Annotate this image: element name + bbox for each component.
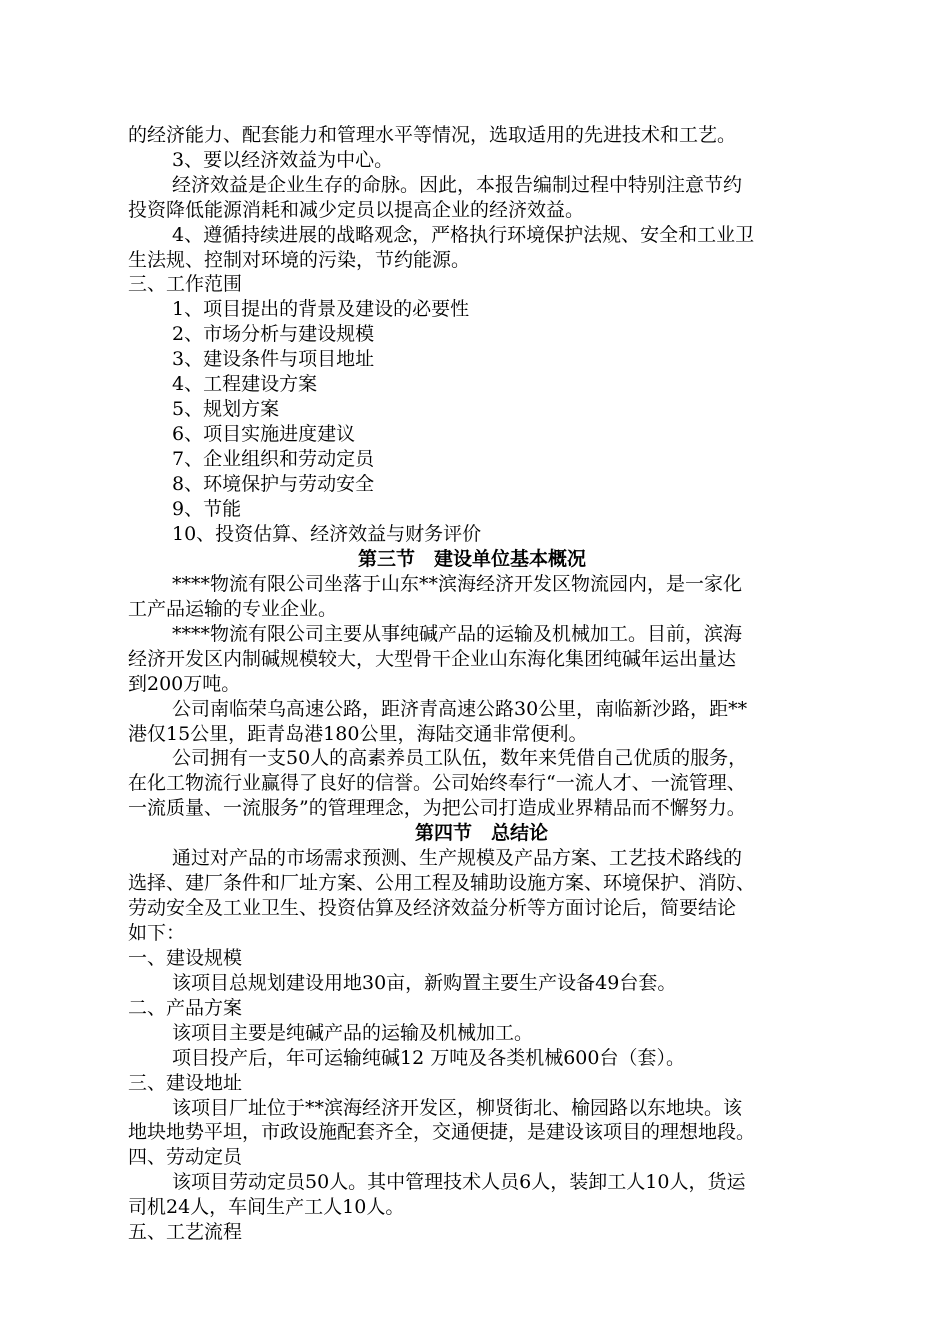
text-line: 公司南临荣乌高速公路，距济青高速公路30公里，南临新沙路，距** [172,698,748,720]
text-line: 劳动安全及工业卫生、投资估算及经济效益分析等方面讨论后，简要结论 [128,897,737,919]
text-line: 通过对产品的市场需求预测、生产规模及产品方案、工艺技术路线的 [172,847,743,869]
text-line: ****物流有限公司主要从事纯碱产品的运输及机械加工。目前，滨海 [172,623,743,645]
list-item: 1、项目提出的背景及建设的必要性 [172,298,470,320]
list-item: 5、规划方案 [172,398,280,420]
text-line: 在化工物流行业赢得了良好的信誉。公司始终奉行“一流人才、一流管理、 [128,772,746,794]
list-item: 7、企业组织和劳动定员 [172,448,375,470]
text-line: 该项目劳动定员50人。其中管理技术人员6人，装卸工人10人，货运 [172,1171,746,1193]
list-item: 6、项目实施进度建议 [172,423,356,445]
text-line: 项目投产后，年可运输纯碱12 万吨及各类机械600台（套）。 [172,1047,685,1069]
text-line: 经济效益是企业生存的命脉。因此，本报告编制过程中特别注意节约 [172,174,743,196]
text-line: 司机24人，车间生产工人10人。 [128,1196,405,1218]
text-line: 的经济能力、配套能力和管理水平等情况，选取适用的先进技术和工艺。 [128,124,737,146]
text-line: 公司拥有一支50人的高素养员工队伍，数年来凭借自己优质的服务， [172,747,748,769]
text-line: 4、遵循持续进展的战略观念，严格执行环境保护法规、安全和工业卫 [172,224,755,246]
list-item: 10、投资估算、经济效益与财务评价 [172,523,482,545]
section-heading: 三、工作范围 [128,273,243,295]
text-line: 一流质量、一流服务”的管理理念，为把公司打造成业界精品而不懈努力。 [128,797,746,819]
list-item: 2、市场分析与建设规模 [172,323,375,345]
subsection-heading: 四、劳动定员 [128,1146,243,1168]
text-line: 港仅15公里，距青岛港180公里，海陆交通非常便利。 [128,723,588,745]
section-title: 第三节 建设单位基本概况 [358,548,587,570]
text-line: 到200万吨。 [128,673,241,695]
text-line: 该项目厂址位于**滨海经济开发区，柳贤街北、榆园路以东地块。该 [172,1097,743,1119]
text-line: 生法规、控制对环境的污染，节约能源。 [128,249,471,271]
subsection-heading: 三、建设地址 [128,1072,243,1094]
list-item: 3、建设条件与项目地址 [172,348,375,370]
text-line: 地块地势平坦，市政设施配套齐全，交通便捷，是建设该项目的理想地段。 [128,1121,756,1143]
text-line: 如下： [128,922,186,944]
text-line: 该项目总规划建设用地30亩，新购置主要生产设备49台套。 [172,972,677,994]
subsection-heading: 一、建设规模 [128,947,243,969]
subsection-heading: 二、产品方案 [128,997,243,1019]
text-line: 该项目主要是纯碱产品的运输及机械加工。 [172,1022,534,1044]
text-line: 投资降低能源消耗和减少定员以提高企业的经济效益。 [128,199,585,221]
list-item: 4、工程建设方案 [172,373,318,395]
text-line: 3、要以经济效益为中心。 [172,149,394,171]
section-title: 第四节 总结论 [415,822,549,844]
subsection-heading: 五、工艺流程 [128,1221,243,1243]
text-line: 选择、建厂条件和厂址方案、公用工程及辅助设施方案、环境保护、消防、 [128,872,756,894]
text-line: ****物流有限公司坐落于山东**滨海经济开发区物流园内，是一家化 [172,573,743,595]
text-line: 工产品运输的专业企业。 [128,598,338,620]
list-item: 9、节能 [172,498,242,520]
text-line: 经济开发区内制碱规模较大，大型骨干企业山东海化集团纯碱年运出量达 [128,648,737,670]
list-item: 8、环境保护与劳动安全 [172,473,375,495]
